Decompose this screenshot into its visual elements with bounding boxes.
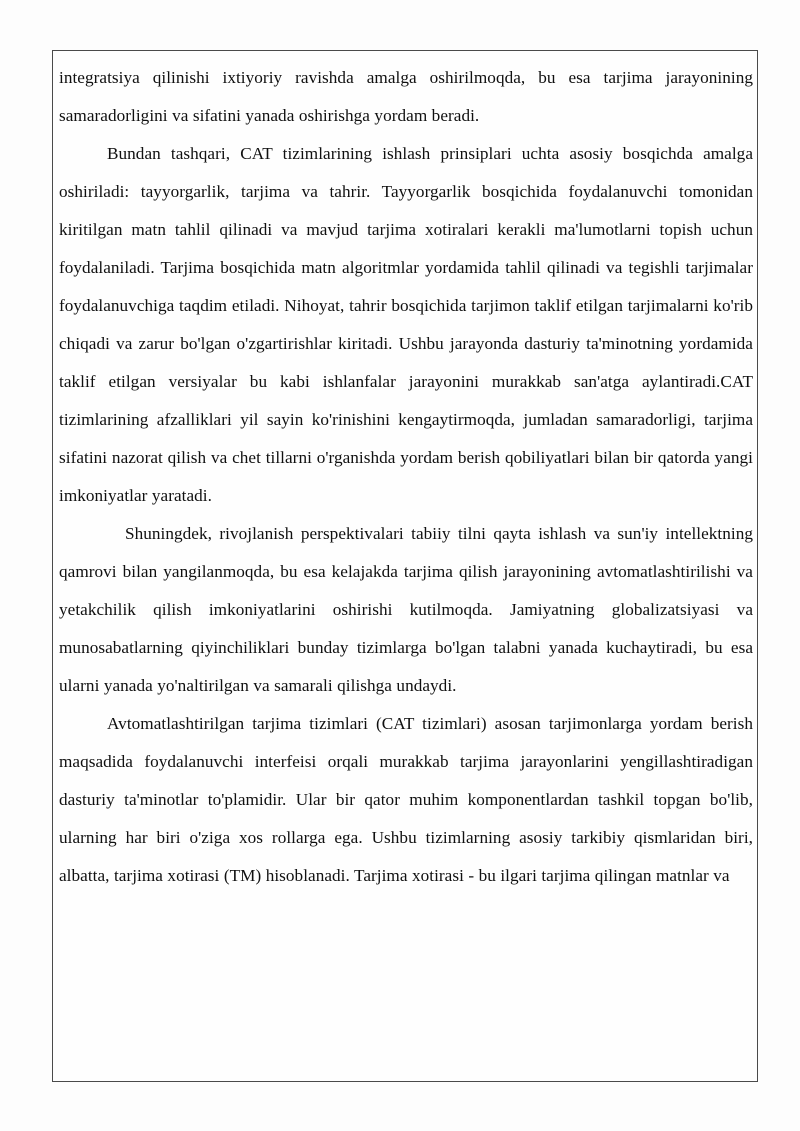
- paragraph-1: integratsiya qilinishi ixtiyoriy ravishda amalga oshirilmoqda, bu esa tarjima jarayonining samaradorligini va sifatini yanada oshirishga yordam beradi.: [59, 68, 753, 125]
- text-frame-border: [52, 50, 758, 1082]
- document-body: [53, 51, 758, 895]
- paragraph-2: Bundan tashqari, CAT tizimlarining ishlash prinsiplari uchta asosiy bosqichda amalga oshiriladi: tayyorgarlik, tarjima va tahrir. Tayyorgarlik bosqichida foydalanuvchi tomonidan kiritilgan matn tahlil qilinadi va mavjud tarjima xotiralari kerakli ma'lumotlarni topish uchun foydalaniladi. Tarjima bosqichida matn algoritmlar yordamida tahlil qilinadi va tegishli tarjimalar foydalanuvchiga taqdim etiladi. Nihoyat, tahrir bosqichida tarjimon taklif etilgan tarjimalarni ko'rib chiqadi va zarur bo'lgan o'zgartirishlar kiritadi. Ushbu jarayonda dasturiy ta'minotning yordamida taklif etilgan versiyalar bu kabi ishlanfalar jarayonini murakkab san'atga aylantiradi.CAT tizimlarining afzalliklari yil sayin ko'rinishini kengaytirmoqda, jumladan samaradorligi, tarjima sifatini nazorat qilish va chet tillarni o'rganishda yordam berish qobiliyatlari bilan bir qatorda yangi imkoniyatlar yaratadi.: [59, 144, 753, 505]
- paragraph-4: Avtomatlashtirilgan tarjima tizimlari (CAT tizimlari) asosan tarjimonlarga yordam berish maqsadida foydalanuvchi interfeisi orqali murakkab tarjima jarayonlarini yengillashtiradigan dasturiy ta'minotlar to'plamidir. Ular bir qator muhim komponentlardan tashkil topgan bo'lib, ularning har biri o'ziga xos rollarga ega. Ushbu tizimlarning asosiy tarkibiy qismlaridan biri, albatta, tarjima xotirasi (TM) hisoblanadi. Tarjima xotirasi - bu ilgari tarjima qilingan matnlar va: [59, 714, 753, 885]
- paragraph-3: Shuningdek, rivojlanish perspektivalari tabiiy tilni qayta ishlash va sun'iy intellektning qamrovi bilan yangilanmoqda, bu esa kelajakda tarjima qilish jarayonining avtomatlashtirilishi va yetakchilik qilish imkoniyatlarini oshirishi kutilmoqda. Jamiyatning globalizatsiyasi va munosabatlarning qiyinchiliklari bunday tizimlarga bo'lgan talabni yanada kuchaytiradi, bu esa ularni yanada yo'naltirilgan va samarali qilishga undaydi.: [59, 524, 753, 695]
